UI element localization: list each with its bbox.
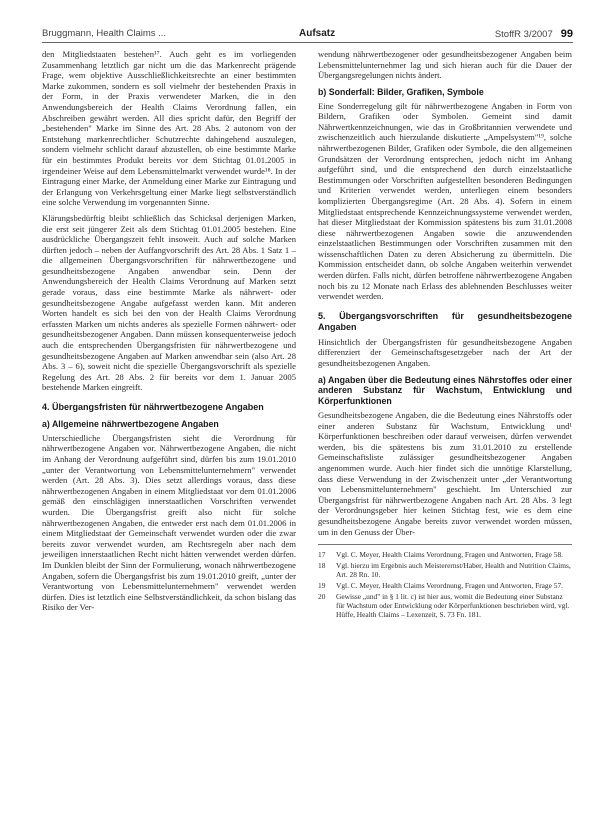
footnote-number: 18 xyxy=(318,561,326,571)
footnote-number: 19 xyxy=(318,581,326,591)
paragraph: wendung nährwertbezogener oder gesundheitsbezogener Angaben beim Lebensmittelunternehmer lag und sich hieran auch für die Dauer der Übergangsregelungen nichts ändert. xyxy=(318,49,572,81)
footnote-number: 20 xyxy=(318,592,326,602)
header-rule xyxy=(42,42,573,43)
right-column xyxy=(318,49,572,621)
running-header xyxy=(42,24,573,44)
header-journal-info xyxy=(495,28,573,40)
footnote-rule xyxy=(318,544,572,545)
paragraph: Unterschiedliche Übergangsfristen sieht die Verordnung für nährwertbezogene Angaben vor. Nährwertbezogene Angaben, die nicht im Anhang der Verordnung aufgeführt sind, dürfen bis zum 19.01.2010 „unter der Verantwortung von Lebensmittelunternehmern" verwendet werden (Art. 28 Abs. 3). Dies setzt allerdings voraus, dass diese nährwertbezogenen Angaben in einem Mitgliedstaat vor dem 01.01.2006 gemäß den einschlägigen innerstaatlichen Vorschriften verwendet wurden. Die Übergangsfrist greift also nicht für solche nährwertbezogenen Angaben, die entweder erst nach dem 01.01.2006 in einem Mitgliedstaat der Gemeinschaft verwendet wurden oder die zwar bereits zuvor verwendet wurden, am Rechtsregeln aber nach dem jeweiligen innerstaatlichen Recht nicht hätten verwendet werden dürfen. Im Dunklen bleibt der Sinn der Formulierung, wonach nährwertbezogene Angaben, sofern die Übergangsfrist bis zum 19.01.2010 greift, „unter der Verantwortung von Lebensmittelunternehmern" verwendet werden dürfen. Dies ist letztlich eine Selbstverständlichkeit, da schon bislang das Risiko der Ver- xyxy=(42,432,296,613)
footnote-text: Vgl. C. Meyer, Health Claims Verordnung, Fragen und Antworten, Frage 58. xyxy=(336,550,563,560)
footnote xyxy=(318,581,572,590)
paragraph: Gesundheitsbezogene Angaben, die die Bedeutung eines Nährstoffs oder einer anderen Substanz für Wachstum, Entwicklung und¹ Körperfunktionen beschreiben oder darauf verweisen, dürfen verwendet werden, bis die spätestens bis zum 31.01.2010 zu erstellende Gemeinschaftsliste zulässiger gesundheitsbezogener Angaben angenommen wurde. Auch hier findet sich die unnötige Klarstellung, dass diese Verwendung in der Zwischenzeit unter „der Verantwortung von Lebensmittelunternehmern" geschieht. Im Unterschied zur Übergangsfrist für nährwertbezogene Angaben nach Art. 28 Abs. 3 legt der Verordnungsgeber hier keinen Stichtag fest, wie es dem eine gesundheitsbezogene Angabe bereits zuvor verwendet worden müssen, um in den Genuss der Über- xyxy=(318,410,572,537)
subsection-heading: a) Allgemeine nährwertbezogene Angaben xyxy=(42,419,219,429)
header-author-title: Bruggmann, Health Claims ... xyxy=(42,28,167,39)
footnote-text: Vgl. hierzu im Ergebnis auch Meisterernst/Haber, Health and Nutrition Claims, Art. 28 Rn. 10. xyxy=(336,561,571,580)
paragraph: Klärungsbedürftig bleibt schließlich das Schicksal derjenigen Marken, die erst seit jüngerer Zeit als dem Stichtag 01.01.2005 bestehen. Eine ausdrückliche Übergangszeit fehlt insoweit. Auch auf solche Marken dürften jedoch – neben der Auffangvorschrift des Art. 28 Abs. 1 Satz 1 – die allgemeinen Übergangsvorschriften für nährwertbezogene und gesundheitsbezogene Angaben anwendbar sein. Denn der Anwendungsbereich der Health Claims Verordnung auf Marken setzt gerade voraus, dass eine bestimmte Marke als nährwert- oder gesundheitsbezogene Angabe aufgefasst werden kann. Mit anderen Worten handelt es sich bei den von der Health Claims Verordnung erfassten Marken um nichts anderes als spezielle Formen nährwert- oder gesundheitsbezogener Angaben. Dann müssen konsequenterweise jedoch auch die entsprechenden Übergangsfristen für nährwertbezogene und gesundheitsbezogene Angaben auf Marken anwendbar sein (also Art. 28 Abs. 3 – 6), soweit nicht die spezielle Übergangsvorschrift als spezielle Regelung des Art. 28 Abs. 2 für bereits vor dem 1. Januar 2005 bestehende Marken eingreift. xyxy=(42,212,296,393)
header-journal: StoffR 3/2007 xyxy=(494,29,553,40)
footnote-number: 17 xyxy=(318,550,326,560)
subsection-heading: a) Angaben über die Bedeutung eines Nährstoffes oder einer anderen Substanz für Wachstum, Entwicklung und Körperfunktionen xyxy=(318,374,572,407)
header-section-label: Aufsatz xyxy=(299,28,336,39)
left-column xyxy=(42,49,296,618)
paragraph: Hinsichtlich der Übergangsfristen für gesundheitsbezogene Angaben differenziert der Gemeinschaftsgesetzgeber nach der Art der gesundheitsbezogenen Angaben. xyxy=(318,336,572,369)
paragraph: Eine Sonderregelung gilt für nährwertbezogene Angaben in Form von Bildern, Grafiken oder Symbolen. Gemeint sind damit Nährwertkennzeichnungen, wie das in Großbritannien verwendete und zwischenzeitlich auch hierzulande diskutierte „Ampelsystem"¹⁹, solche nährwertbezogenen Bilder, Grafiken oder Symbole, die den allgemeinen Grundsätzen der Verordnung entsprechen, jedoch nicht im Anhang aufgeführt sind, und die entsprechend den durch einzelstaatliche Bestimmungen oder Vorschriften aufgestellten besonderen Bedingungen und Kriterien verwendet werden, unterliegen einem besonders komplizierten Übergangsregime (Art. 28 Abs. 4). Sofern in einem Mitgliedstaat entsprechende Kennzeichnungssysteme verwendet werden, hat dieser Mitgliedstaat der Kommission spätestens bis zum 31.01.2008 diese nährwertbezogenen Angaben sowie die anzuwendenden einzelstaatlichen Bestimmungen oder Vorschriften zusammen mit den wissenschaftlichen Daten zu deren Absicherung zu übermitteln. Die Kommission entscheidet dann, ob solche Angaben weiterhin verwendet werden dürfen. Falls nicht, dürfen betroffene nährwertbezogene Angaben noch bis zu 12 Monate nach Erlass des ablehnenden Beschlusses weiter verwendet werden. xyxy=(318,100,572,302)
footnote-text: Vgl. C. Meyer, Health Claims Verordnung, Fragen und Antworten, Frage 57. xyxy=(336,581,563,591)
subsection-heading: b) Sonderfall: Bilder, Grafiken, Symbole xyxy=(318,86,484,97)
section-heading: 4. Übergangsfristen für nährwertbezogene Angaben xyxy=(42,402,264,412)
footnote xyxy=(318,592,572,619)
footnote-text: Gewisse „und" in § 1 lit. c) ist hier aus, womit die Bedeutung einer Substanz für Wachstum oder Entwicklung oder Körperfunktionen beschrieben wird, vgl. Hüffe, Health Claims – Lexenzeit, S. 73 Fn. 181. xyxy=(336,592,570,620)
page-number: 99 xyxy=(560,28,573,40)
paragraph: den Mitgliedstaaten bestehen¹⁷. Auch geht es im vorliegenden Zusammenhang letztlich gar nicht um die das Markenrecht prägende Frage, wem objektive Ausschließlichkeitsrechte an einer bestimmten Marke zukommen, sondern es soll vielmehr der bestehenden Praxis in der Form, in der Praxis verwendeter Marken, die in den Anwendungsbereich der Health Claims Verordnung fallen, ein Abschreiben gewährt werden. All dies spricht dafür, den Begriff der „bestehenden" Marke im Sinne des Art. 28 Abs. 2 autonom von der Entstehung markenrechtlicher Schutzrechte dahingehend auszulegen, sondern vielmehr schlicht darauf abzustellen, ob eine bestimmte Marke für ein bestimmtes Produkt bereits vor dem Stichtag 01.01.2005 in irgendeiner Weise auf dem Lebensmittelmarkt verwendet wurde¹⁸. In der Eintragung einer Marke, der Anmeldung einer Marke zur Eintragung und der Erlangung von Verkehrsgeltung einer Marke liegt selbstverständlich eine solche Verwendung im vorgenannten Sinne. xyxy=(42,49,296,208)
section-heading: 5. Übergangsvorschriften für gesundheitsbezogene Angaben xyxy=(318,310,572,332)
footnote xyxy=(318,550,572,559)
footnote xyxy=(318,561,572,579)
